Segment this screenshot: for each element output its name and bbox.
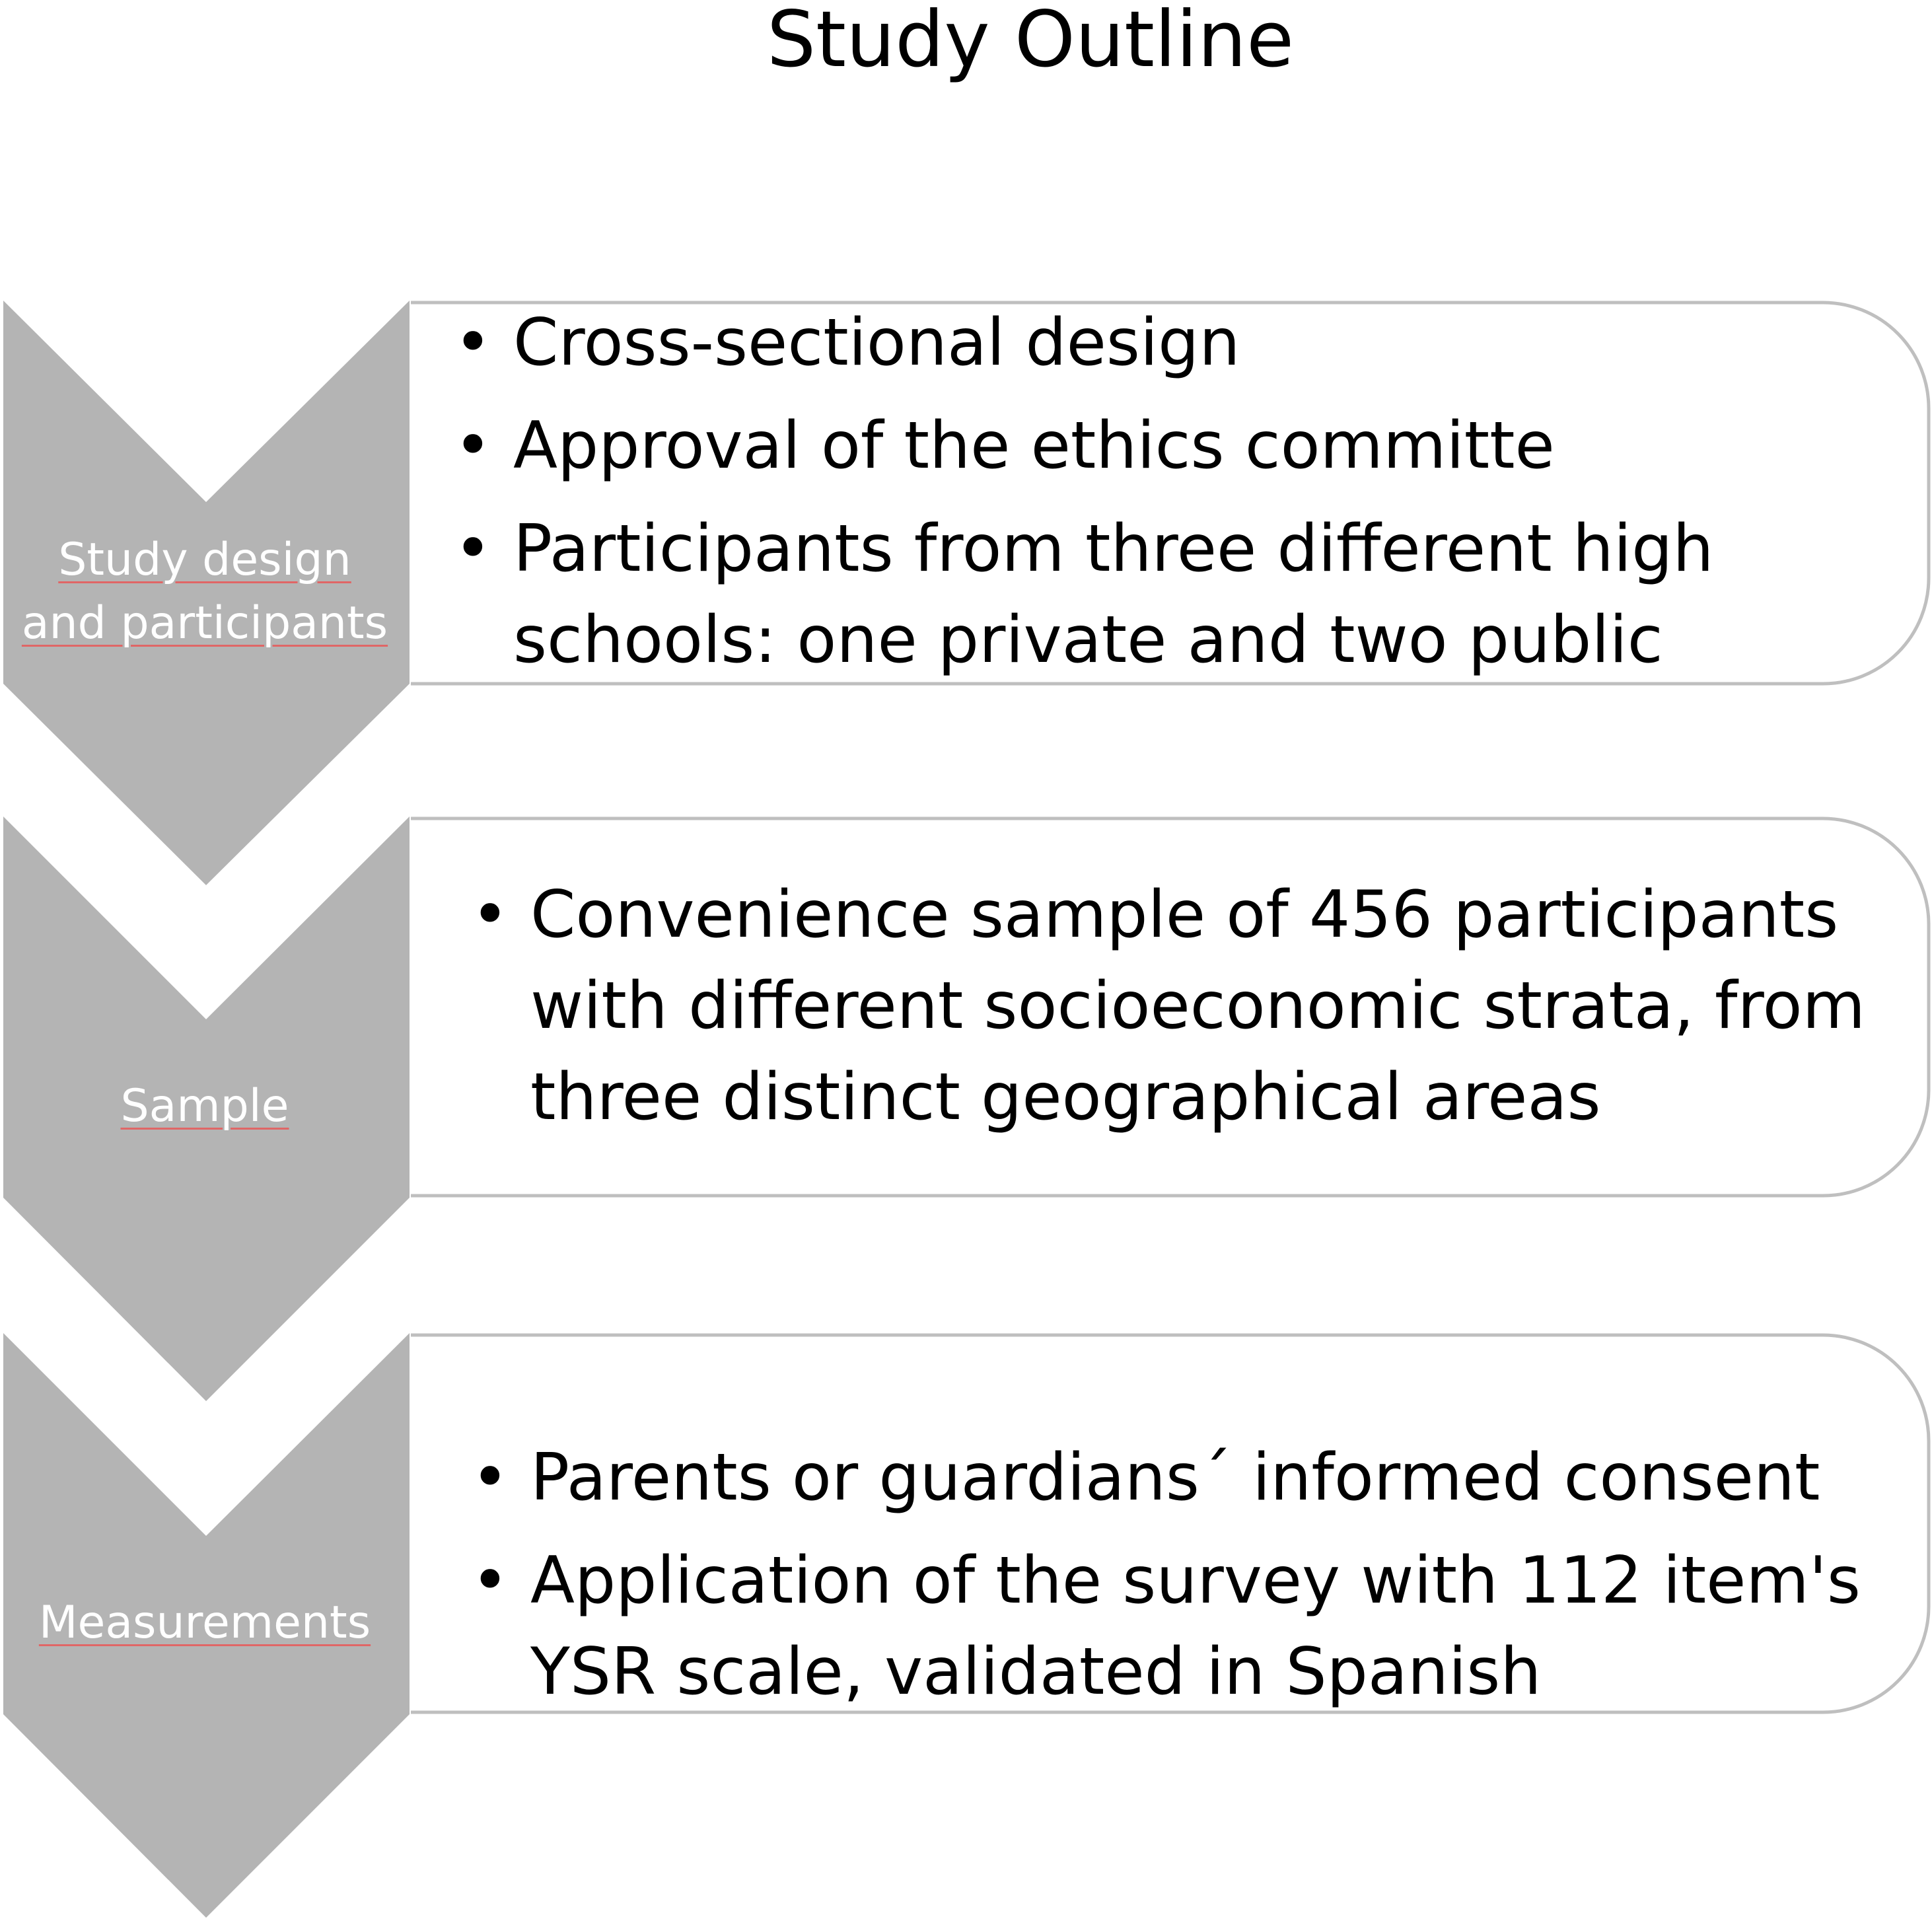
step-3-bullet-list [471,1432,1911,1718]
step-3-bullet-2: • Application of the survey with 112 item's YSR scale, validated in Spanish [471,1535,1911,1718]
step-1-bullet-2: • Approval of the ethics committe [454,400,1874,491]
step-3-label-line-1: Measurements [38,1597,371,1649]
step-3-label [7,1591,403,1655]
step-1-bullet-3: • Participants from three different high schools: one private and two public [454,503,1874,686]
step-1-label [7,528,403,655]
step-1-bullet-list [454,297,1874,686]
step-1-label-line-2: and participants [21,597,388,649]
step-2-bullet-list [471,869,1911,1143]
step-2-label [7,1075,403,1138]
step-1-label-line-1: Study design [58,534,351,586]
step-3-bullet-1: • Parents or guardians´ informed consent [471,1432,1911,1523]
step-1-bullet-1: • Cross-sectional design [454,297,1874,388]
diagram-title: Study Outline [766,0,1295,85]
step-2-label-line-1: Sample [120,1080,289,1132]
step-2-bullet-1: • Convenience sample of 456 participants with different socioeconomic strata, from three distinct geographical areas [471,869,1911,1143]
